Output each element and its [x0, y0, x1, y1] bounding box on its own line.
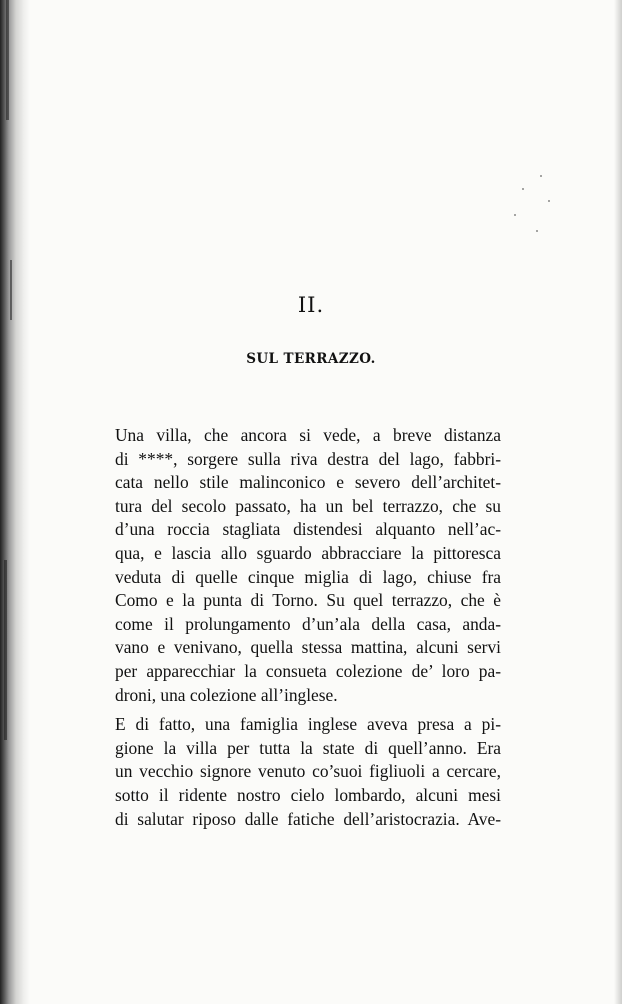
text-line: d’una roccia stagliata distendesi alquanto nell’ac- [115, 519, 501, 540]
paragraph [115, 424, 501, 707]
text-line: Una villa, che ancora si vede, a breve distanza [115, 425, 501, 445]
paragraph [115, 713, 501, 831]
binding-streak [4, 560, 7, 740]
text-line: gione la villa per tutta la state di quell’anno. Era [115, 737, 501, 758]
binding-streak [6, 0, 9, 120]
text-line: un vecchio signore venuto co’suoi figliuoli a cercare, [115, 761, 501, 782]
text-line: di ****, sorgere sulla riva destra del lago, fabbri- [115, 448, 501, 469]
text-line: veduta di quelle cinque miglia di lago, chiuse fra [115, 566, 501, 587]
chapter-body [115, 424, 501, 831]
text-line: E di fatto, una famiglia inglese aveva presa a pi- [115, 714, 501, 735]
text-line: di salutar riposo dalle fatiche dell’aristocrazia. Ave- [115, 808, 501, 829]
text-line: tura del secolo passato, ha un bel terrazzo, che su [115, 495, 501, 516]
text-line: Como e la punta di Torno. Su quel terrazzo, che è [115, 590, 501, 611]
text-line: come il prolungamento d’un’ala della casa, anda- [115, 613, 501, 634]
page-edge-shadow [614, 0, 622, 1004]
text-line: cata nello stile malinconico e severo dell’architet- [115, 472, 501, 493]
text-line: qua, e lascia allo sguardo abbracciare la pittoresca [115, 542, 501, 563]
chapter-number: II. [297, 293, 325, 317]
page-binding-shadow [0, 0, 30, 1004]
text-line: vano e venivano, quella stessa mattina, alcuni servi [115, 637, 501, 658]
chapter-title: SUL TERRAZZO. [246, 351, 376, 367]
text-line: per apparecchiar la consueta colezione de’ loro pa- [115, 660, 501, 681]
text-line: droni, una colezione all’inglese. [115, 684, 338, 705]
text-line: sotto il ridente nostro cielo lombardo, alcuni mesi [115, 784, 501, 805]
paper-specks [500, 170, 560, 250]
